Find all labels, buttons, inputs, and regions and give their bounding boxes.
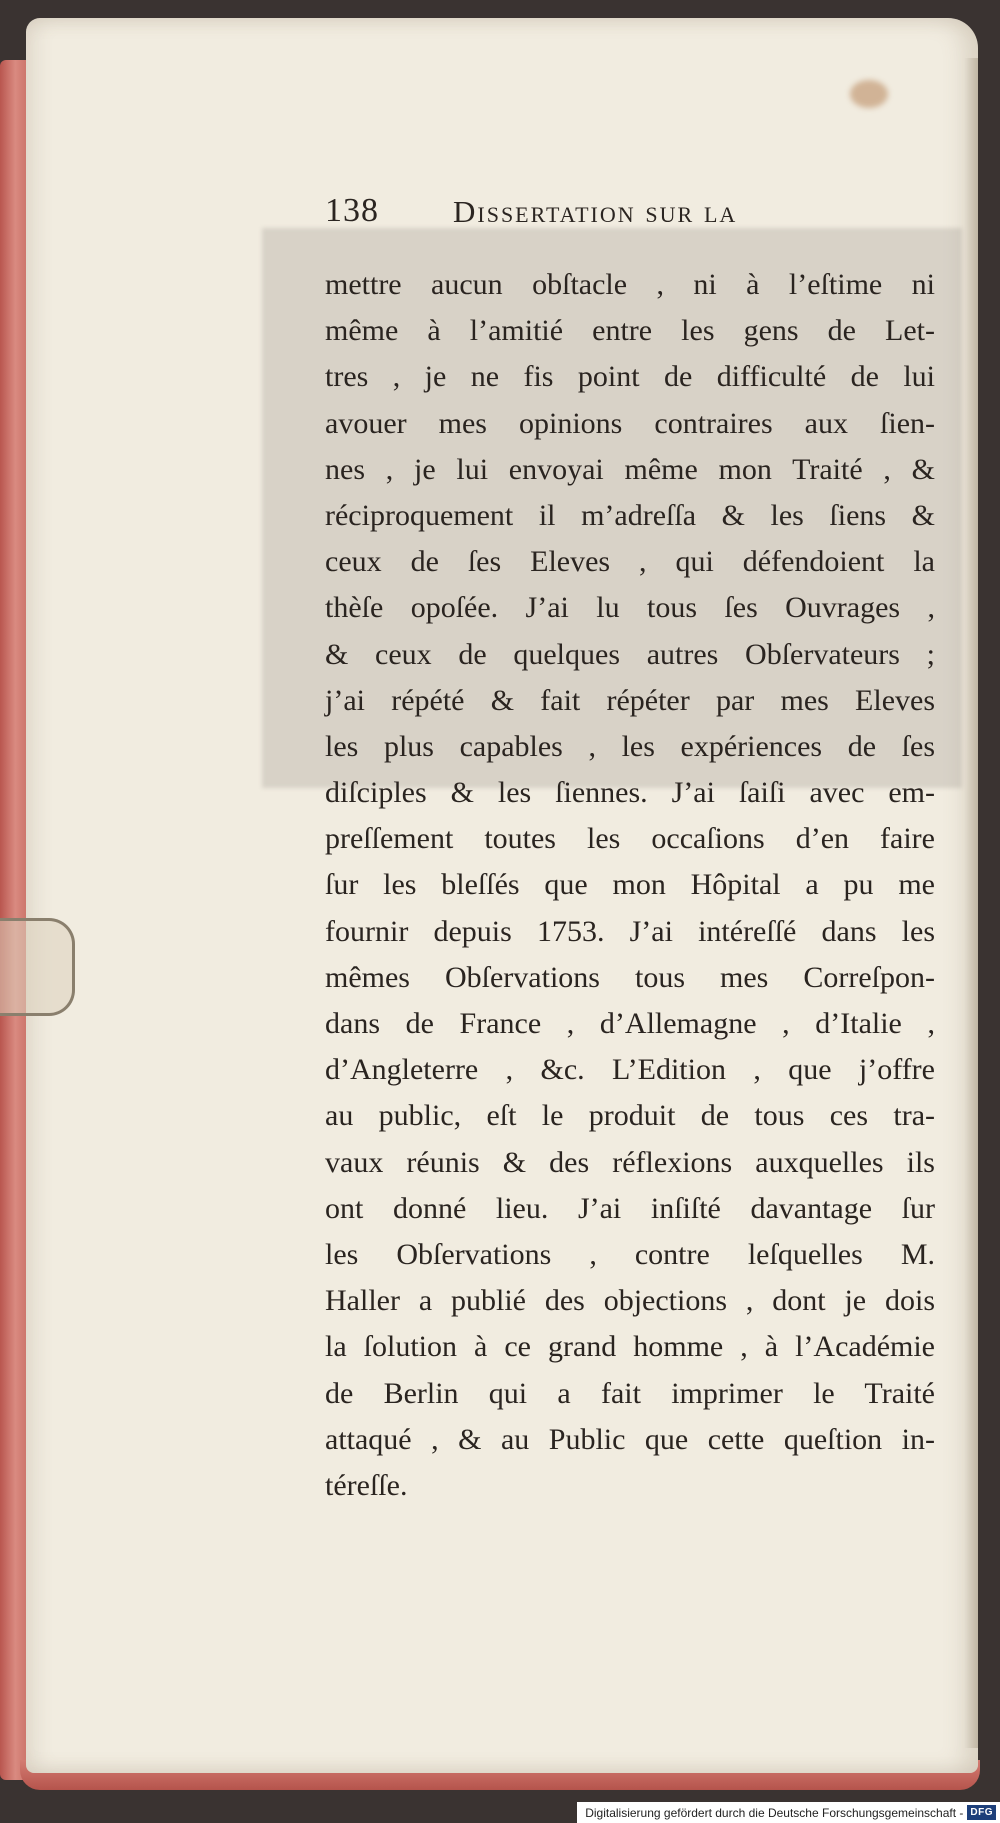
text-line: réciproquement il m’adreſſa & les ſiens & (325, 498, 935, 532)
text-line: les plus capables , les expériences de ſes (325, 729, 935, 763)
paper-stain (850, 80, 888, 108)
page-header (325, 192, 885, 238)
text-line: thèſe opoſée. J’ai lu tous ſes Ouvrages , (325, 591, 935, 625)
text-line: avouer mes opinions contraires aux ſien- (325, 406, 935, 440)
text-line: attaqué , & au Public que cette queſtion in- (325, 1422, 935, 1456)
text-line: la ſolution à ce grand homme , à l’Académie (325, 1330, 935, 1364)
text-line: & ceux de quelques autres Obſervateurs ; (325, 637, 935, 671)
text-line: au public, eſt le produit de tous ces tra- (325, 1099, 935, 1133)
text-line: mettre aucun obſtacle , ni à l’eſtime ni (325, 268, 935, 301)
credit-text: Digitalisierung gefördert durch die Deutsche Forschungsgemeinschaft - (585, 1805, 964, 1820)
text-line: vaux réunis & des réflexions auxquelles ils (325, 1145, 935, 1179)
text-line: preſſement toutes les occaſions d’en faire (325, 822, 935, 856)
dfg-logo: DFG (967, 1805, 996, 1820)
text-line: de Berlin qui a fait imprimer le Traité (325, 1376, 935, 1410)
body-text (325, 262, 935, 1509)
text-line: mêmes Obſervations tous mes Correſpon- (325, 960, 935, 994)
text-line: tres , je ne fis point de difficulté de lui (325, 360, 935, 394)
text-line: téreſſe. (325, 1468, 408, 1502)
text-line: d’Angleterre , &c. L’Edition , que j’offre (325, 1053, 935, 1087)
text-line: fournir depuis 1753. J’ai intéreſſé dans les (325, 914, 935, 948)
digitization-credit (577, 1802, 1000, 1823)
book-clasp (0, 918, 75, 1016)
text-line: les Obſervations , contre leſquelles M. (325, 1237, 935, 1271)
page-fold-shadow (964, 58, 978, 1748)
text-line: dans de France , d’Allemagne , d’Italie , (325, 1007, 935, 1040)
running-head: Dissertation sur la (453, 194, 738, 229)
text-line: nes , je lui envoyai même mon Traité , & (325, 452, 935, 486)
text-line: j’ai répété & fait répéter par mes Eleves (325, 683, 935, 717)
page-number: 138 (325, 192, 379, 229)
text-line: ſur les bleſſés que mon Hôpital a pu me (325, 868, 935, 902)
text-line: ont donné lieu. J’ai inſiſté davantage ſur (325, 1191, 935, 1225)
text-line: diſciples & les ſiennes. J’ai ſaiſi avec em- (325, 776, 935, 810)
text-line: ceux de ſes Eleves , qui défendoient la (325, 545, 935, 579)
text-line: même à l’amitié entre les gens de Let- (325, 314, 935, 348)
text-line: Haller a publié des objections , dont je dois (325, 1284, 935, 1318)
